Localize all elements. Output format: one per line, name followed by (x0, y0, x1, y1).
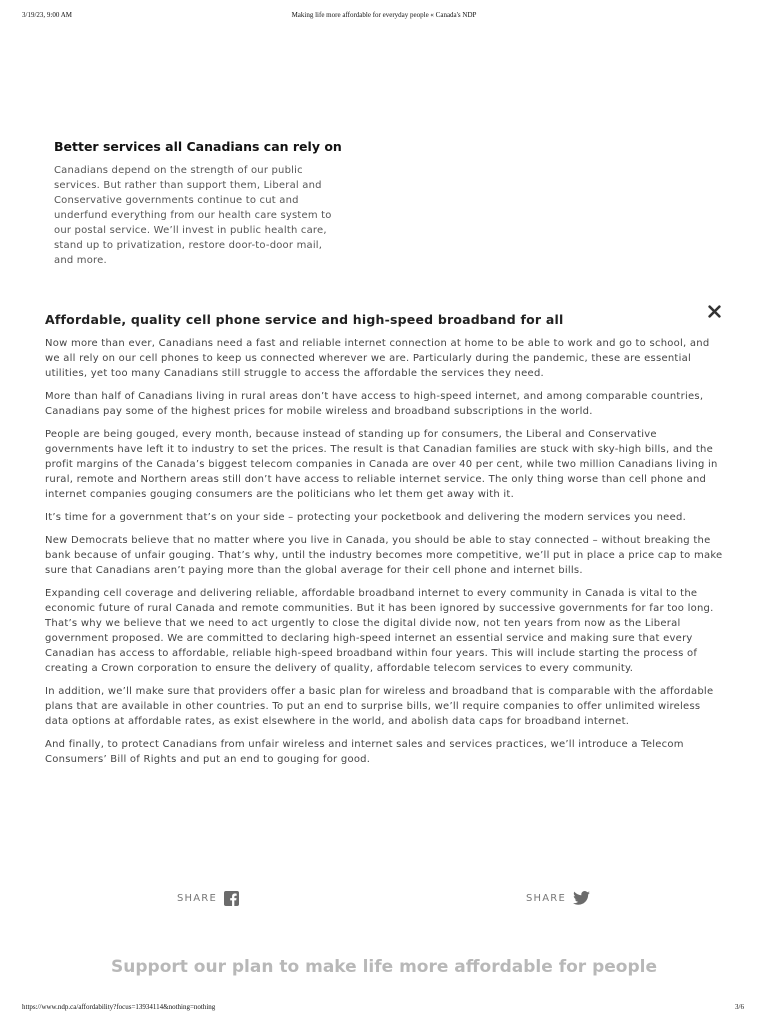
modal-paragraph: And finally, to protect Canadians from unfair wireless and internet sales and services practices, we’ll introduce a Telecom Consumers’ Bill of Rights and put an end to gouging for good. (45, 739, 684, 765)
modal-paragraph: More than half of Canadians living in rural areas don’t have access to high-speed internet, and among comparable countries, Canadians pay some of the highest prices for mobile wireless and broadband subscriptions in the world. (45, 391, 704, 417)
print-footer (0, 1003, 768, 1015)
print-page-title: Making life more affordable for everyday people « Canada's NDP (291, 11, 477, 19)
modal-paragraph: New Democrats believe that no matter where you live in Canada, you should be able to stay connected – without breaking the bank because of unfair gouging. That’s why, until the industry becomes more competitive, we’ll put in place a price cap to make sure that Canadians aren’t paying more than the global average for their cell phone and internet bills. (45, 535, 723, 576)
modal-paragraph: In addition, we’ll make sure that providers offer a basic plan for wireless and broadband that is comparable with the affordable plans that are available in other countries. To put an end to surprise bills, we’ll require companies to offer unlimited wireless data options at affordable rates, as exist elsewhere in the world, and abolish data caps for broadband internet. (45, 686, 714, 727)
print-page-number: 3/6 (735, 1003, 744, 1011)
share-twitter-label: SHARE (526, 892, 566, 904)
print-url: https://www.ndp.ca/affordability?focus=13934114&nothing=nothing (22, 1003, 216, 1011)
share-twitter-button[interactable] (526, 891, 590, 905)
services-card-title: Better services all Canadians can rely on (54, 139, 342, 154)
broadband-modal (45, 300, 725, 775)
modal-paragraph: Now more than ever, Canadians need a fast and reliable internet connection at home to be able to work and go to school, and we all rely on our cell phones to keep us connected wherever we are. Particularly during the pandemic, these are essential utilities, yet too many Canadians still struggle to access the affordable the services they need. (45, 338, 710, 379)
print-date: 3/19/23, 9:00 AM (22, 11, 72, 19)
support-heading: Support our plan to make life more affordable for people (111, 957, 657, 977)
services-card-body: Canadians depend on the strength of our public services. But rather than support them, Liberal and Conservative governments continue to cut and underfund everything from our health care system to our postal service. We’ll invest in public health care, stand up to privatization, restore door-to-door mail, and more. (54, 165, 332, 266)
facebook-icon (224, 891, 239, 906)
modal-paragraph: People are being gouged, every month, because instead of standing up for consumers, the Liberal and Conservative governments have left it to industry to set the prices. The result is that Canadian families are stuck with sky-high bills, and the profit margins of the Canada’s biggest telecom companies in Canada are over 40 per cent, while two million Canadians living in rural, remote and Northern areas still don’t have access to reliable internet service. The only thing worse than cell phone and internet companies gouging consumers are the politicians who let them get away with it. (45, 429, 718, 500)
modal-paragraph: It’s time for a government that’s on your side – protecting your pocketbook and delivering the modern services you need. (45, 512, 686, 523)
twitter-icon (573, 891, 590, 905)
print-header (0, 9, 768, 23)
services-card (54, 138, 344, 268)
modal-paragraph: Expanding cell coverage and delivering reliable, affordable broadband internet to every community in Canada is vital to the economic future of rural Canada and remote communities. But it has been ignored by successive governments for far too long. That’s why we believe that we need to act urgently to close the digital divide now, not ten years from now as the Liberal government proposed. We are committed to declaring high-speed internet an essential service and making sure that every Canadian has access to affordable, reliable high-speed broadband within four years. This will include starting the process of creating a Crown corporation to ensure the delivery of quality, affordable telecom services to every community. (45, 588, 714, 674)
share-facebook-button[interactable] (177, 891, 239, 906)
modal-title: Affordable, quality cell phone service and high-speed broadband for all (45, 312, 564, 327)
share-facebook-label: SHARE (177, 893, 217, 904)
